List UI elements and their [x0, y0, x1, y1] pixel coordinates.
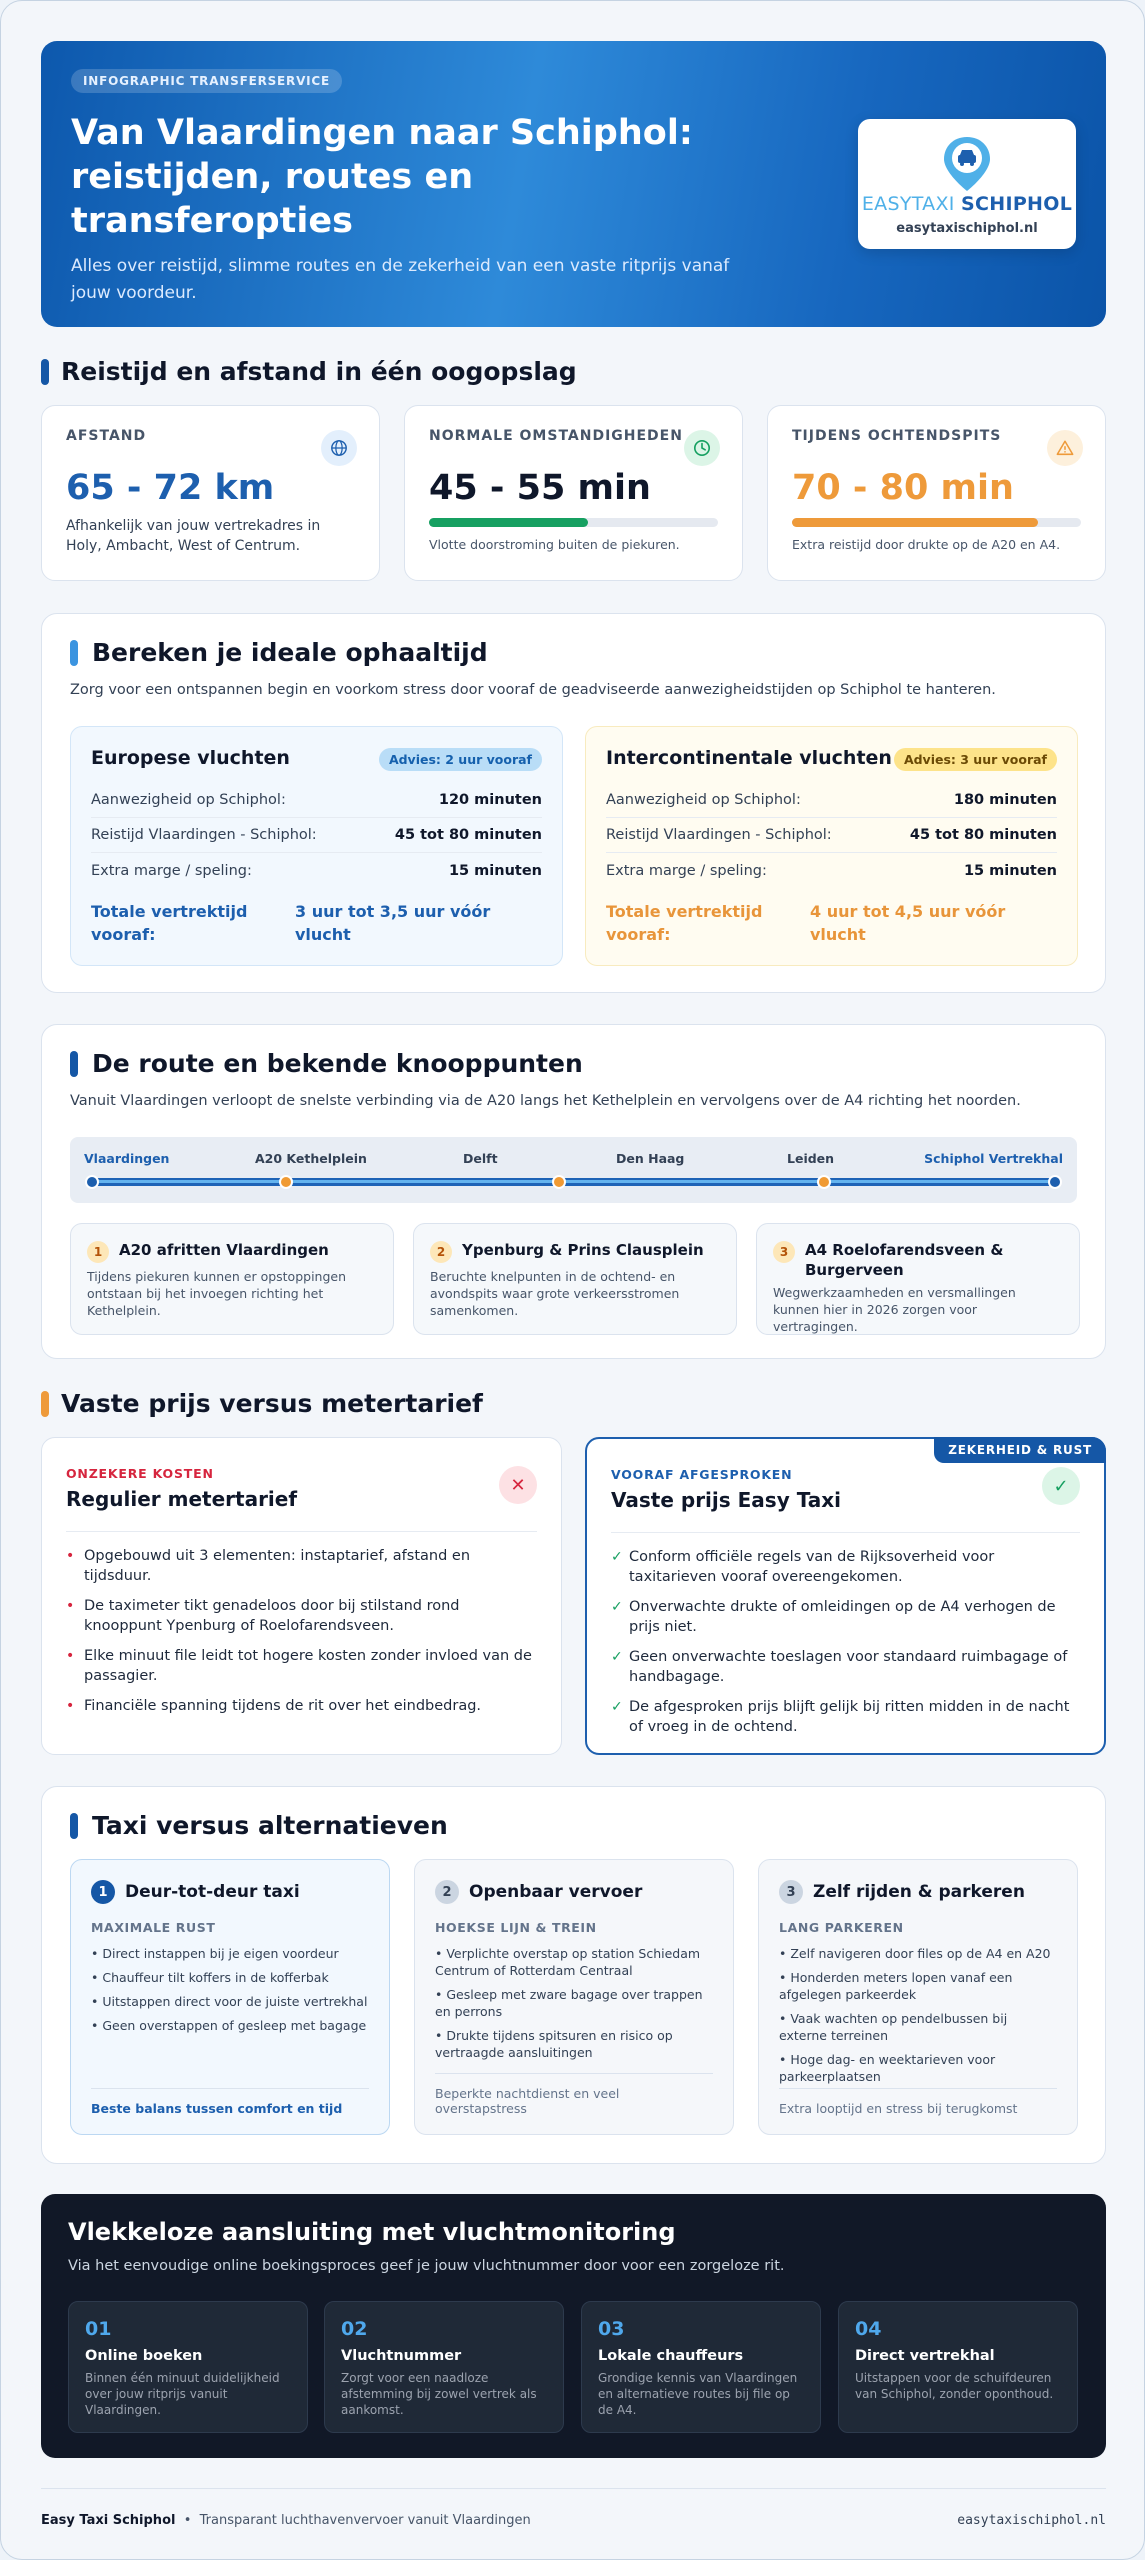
stat-label: TIJDENS OCHTENDSPITS [792, 428, 1002, 444]
card-eyebrow: LANG PARKEREN [779, 1920, 904, 1935]
list-item: • Opgebouwd uit 3 elementen: instaptarief, afstand en tijdsduur. [66, 1548, 471, 1584]
brand-name: EASYTAXI SCHIPHOL [861, 193, 1073, 215]
junction-title: A4 Roelofarendsveen & Burgerveen [805, 1241, 1004, 1279]
stat-description: Vlotte doorstroming buiten de piekuren. [429, 537, 680, 552]
fixed-pros-list [611, 1547, 1080, 1737]
card-eyebrow: HOEKSE LIJN & TREIN [435, 1920, 597, 1935]
stop-label: A20 Kethelplein [255, 1151, 367, 1166]
stop-marker [552, 1175, 566, 1189]
card-title: Vaste prijs Easy Taxi [611, 1488, 842, 1512]
stat-value: 65 - 72 km [66, 468, 275, 508]
junction-card [413, 1223, 737, 1335]
step-card [838, 2301, 1078, 2433]
stat-value: 45 - 55 min [429, 468, 651, 508]
card-eyebrow: VOORAF AFGESPROKEN [611, 1467, 793, 1482]
junction-number: 1 [87, 1241, 109, 1263]
page-footer [41, 2488, 1106, 2534]
junction-card [756, 1223, 1080, 1335]
list-item: ✓ Geen onverwachte toeslagen voor standaard ruimbagage of handbagage. [611, 1649, 1068, 1685]
normal-traffic-progress [429, 518, 718, 527]
step-number: 04 [855, 2318, 882, 2340]
calc-row: Extra marge / speling: 15 minuten [91, 862, 542, 879]
footer-url[interactable]: easytaxischiphol.nl [957, 2513, 1106, 2528]
box-title: Europese vluchten [91, 747, 290, 769]
stop-label: Vlaardingen [84, 1151, 170, 1166]
junction-description: Beruchte knelpunten in de ochtend- en avondspits waar grote verkeersstromen samenkomen. [430, 1269, 680, 1318]
junction-card [70, 1223, 394, 1335]
total-row: Totale vertrektijd vooraf: 3 uur tot 3,5 uur vóór vlucht [91, 902, 491, 944]
price-section-title: Vaste prijs versus metertarief [41, 1389, 1106, 1418]
clock-icon [684, 430, 720, 466]
list-item: • Hoge dag- en weektarieven voor parkeerplaatsen [779, 2052, 996, 2084]
check-icon: ✓ [1042, 1467, 1080, 1505]
advice-badge: Advies: 2 uur vooraf [379, 748, 542, 771]
stats-section-title: Reistijd en afstand in één oogopslag [41, 357, 1106, 386]
globe-icon [321, 430, 357, 466]
section-title: Bereken je ideale ophaaltijd [70, 638, 488, 667]
total-row: Totale vertrektijd vooraf: 4 uur tot 4,5 uur vóór vlucht [606, 902, 1006, 944]
hero-badge: INFOGRAPHIC TRANSFERSERVICE [71, 69, 342, 93]
list-item: ✓ Onverwachte drukte of omleidingen op de A4 verhogen de prijs niet. [611, 1599, 1056, 1635]
list-item: ✓ Conform officiële regels van de Rijksoverheid voor taxitarieven vooraf overeengekomen. [611, 1549, 995, 1585]
card-title: Zelf rijden & parkeren [813, 1882, 1025, 1902]
section-title: Taxi versus alternatieven [70, 1811, 448, 1840]
alternative-card-taxi [70, 1859, 390, 2135]
peak-traffic-progress [792, 518, 1081, 527]
close-icon: ✕ [499, 1466, 537, 1504]
stop-label: Den Haag [616, 1151, 685, 1166]
alternative-card-self-drive [758, 1859, 1078, 2135]
route-timeline [70, 1137, 1077, 1203]
junction-title: A20 afritten Vlaardingen [119, 1241, 329, 1259]
junction-number: 3 [773, 1241, 795, 1263]
calc-row: Reistijd Vlaardingen - Schiphol: 45 tot 80 minuten [91, 818, 542, 853]
section-title: Vlekkeloze aansluiting met vluchtmonitoring [68, 2218, 676, 2246]
card-number: 2 [435, 1880, 459, 1904]
step-description: Zorgt voor een naadloze afstemming bij zowel vertrek als aankomst. [341, 2371, 537, 2417]
step-title: Lokale chauffeurs [598, 2348, 744, 2364]
fixed-price-card [585, 1437, 1106, 1755]
taxi-pin-icon [940, 135, 994, 193]
card-title: Deur-tot-deur taxi [125, 1882, 300, 1902]
junction-number: 2 [430, 1241, 452, 1263]
junction-description: Tijdens piekuren kunnen er opstoppingen ontstaan bij het invoegen richting het Kethelplein. [87, 1269, 347, 1318]
list-item: • Gesleep met zware bagage over trappen en perrons [435, 1987, 703, 2019]
stat-description: Extra reistijd door drukte op de A20 en A4. [792, 537, 1061, 552]
list-item: • De taximeter tikt genadeloos door bij stilstand rond knooppunt Ypenburg of Roelofarendsveen. [66, 1598, 460, 1634]
section-subtitle: Vanuit Vlaardingen verloopt de snelste verbinding via de A20 langs het Kethelplein en vervolgens over de A4 richting het noorden. [70, 1093, 1021, 1109]
card-footer: Beste balans tussen comfort en tijd [91, 2088, 369, 2116]
section-subtitle: Via het eenvoudige online boekingsproces geef je jouw vluchtnummer door voor een zorgeloze rit. [68, 2258, 785, 2274]
card-footer: Beperkte nachtdienst en veel overstapstress [435, 2073, 713, 2116]
box-title: Intercontinentale vluchten [606, 747, 892, 769]
step-number: 03 [598, 2318, 625, 2340]
section-subtitle: Zorg voor een ontspannen begin en voorkom stress door vooraf de geadviseerde aanwezigheidstijden op Schiphol te hanteren. [70, 682, 996, 698]
calc-row: Reistijd Vlaardingen - Schiphol: 45 tot 80 minuten [606, 818, 1057, 853]
stop-label: Leiden [787, 1151, 835, 1166]
stat-card-peak [767, 405, 1106, 581]
step-number: 01 [85, 2318, 112, 2340]
card-eyebrow: MAXIMALE RUST [91, 1920, 216, 1935]
calc-row: Aanwezigheid op Schiphol: 180 minuten [606, 783, 1057, 818]
stat-card-normal [404, 405, 743, 581]
footer-brand: Easy Taxi Schiphol • Transparant luchthavenvervoer vanuit Vlaardingen [41, 2513, 531, 2528]
pickup-time-section [41, 613, 1106, 993]
stop-label: Delft [463, 1151, 498, 1166]
step-description: Binnen één minuut duidelijkheid over jouw ritprijs vanuit Vlaardingen. [85, 2371, 280, 2417]
list-item: • Geen overstappen of gesleep met bagage [91, 2018, 367, 2033]
junction-description: Wegwerkzaamheden en versmallingen kunnen hier in 2026 zorgen voor vertragingen. [773, 1285, 1016, 1334]
step-card [581, 2301, 821, 2433]
card-footer: Extra looptijd en stress bij terugkomst [779, 2088, 1057, 2116]
hero-subtitle: Alles over reistijd, slimme routes en de zekerheid van een vaste ritprijs vanaf jouw voordeur. [71, 256, 730, 303]
stat-label: NORMALE OMSTANDIGHEDEN [429, 428, 683, 444]
list-item: • Vaak wachten op pendelbussen bij externe terreinen [779, 2011, 1008, 2043]
list-item: • Elke minuut file leidt tot hogere kosten zonder invloed van de passagier. [66, 1648, 532, 1684]
list-item: • Financiële spanning tijdens de rit over het eindbedrag. [66, 1698, 482, 1714]
list-item: • Uitstappen direct voor de juiste vertrekhal [91, 1994, 368, 2009]
section-title: De route en bekende knooppunten [70, 1049, 583, 1078]
stop-label: Schiphol Vertrekhal [924, 1151, 1063, 1166]
card-title: Openbaar vervoer [469, 1882, 643, 1902]
list-item: • Chauffeur tilt koffers in de kofferbak [91, 1970, 329, 1985]
alternative-card-public-transport [414, 1859, 734, 2135]
card-number: 1 [91, 1880, 115, 1904]
route-line [92, 1178, 1055, 1186]
brand-url: easytaxischiphol.nl [896, 221, 1038, 236]
intercontinental-flights-box [585, 726, 1078, 966]
meter-tariff-card [41, 1437, 562, 1755]
card-eyebrow: ONZEKERE KOSTEN [66, 1466, 214, 1481]
stop-marker [279, 1175, 293, 1189]
stop-marker [1048, 1175, 1062, 1189]
list-item: • Honderden meters lopen vanaf een afgelegen parkeerdek [779, 1970, 1013, 2002]
step-title: Vluchtnummer [341, 2348, 462, 2364]
step-description: Uitstappen voor de schuifdeuren van Schiphol, zonder oponthoud. [855, 2371, 1054, 2401]
card-title: Regulier metertarief [66, 1487, 298, 1511]
alternatives-section [41, 1786, 1106, 2164]
step-title: Online boeken [85, 2348, 203, 2364]
stat-description: Afhankelijk van jouw vertrekadres in Holy, Ambacht, West of Centrum. [66, 518, 321, 554]
advice-badge: Advies: 3 uur vooraf [894, 748, 1057, 771]
ribbon-badge: ZEKERHEID & RUST [934, 1437, 1106, 1463]
brand-logo[interactable] [858, 119, 1076, 249]
meter-cons-list [66, 1546, 537, 1716]
step-title: Direct vertrekhal [855, 2348, 995, 2364]
stat-value: 70 - 80 min [792, 468, 1014, 508]
list-item: • Verplichte overstap op station Schiedam Centrum of Rotterdam Centraal [435, 1946, 701, 1978]
junction-title: Ypenburg & Prins Clausplein [462, 1241, 704, 1259]
stop-marker [817, 1175, 831, 1189]
step-card [68, 2301, 308, 2433]
calc-row: Aanwezigheid op Schiphol: 120 minuten [91, 783, 542, 818]
step-card [324, 2301, 564, 2433]
stop-marker [85, 1175, 99, 1189]
step-description: Grondige kennis van Vlaardingen en alternatieve routes bij file op de A4. [598, 2371, 798, 2417]
list-item: • Zelf navigeren door files op de A4 en A20 [779, 1946, 1051, 1961]
stat-card-distance [41, 405, 380, 581]
step-number: 02 [341, 2318, 368, 2340]
list-item: ✓ De afgesproken prijs blijft gelijk bij ritten midden in de nacht of vroeg in de ochtend. [611, 1699, 1070, 1735]
calc-row: Extra marge / speling: 15 minuten [606, 862, 1057, 879]
flight-monitoring-section [41, 2194, 1106, 2458]
european-flights-box [70, 726, 563, 966]
list-item: • Drukte tijdens spitsuren en risico op vertraagde aansluitingen [435, 2028, 673, 2060]
list-item: • Direct instappen bij je eigen voordeur [91, 1946, 339, 1961]
warning-icon [1047, 430, 1083, 466]
hero-title: Van Vlaardingen naar Schiphol: reistijden, routes en transferopties [71, 113, 693, 241]
stat-label: AFSTAND [66, 428, 147, 444]
route-section [41, 1024, 1106, 1359]
card-number: 3 [779, 1880, 803, 1904]
hero-banner [41, 41, 1106, 327]
